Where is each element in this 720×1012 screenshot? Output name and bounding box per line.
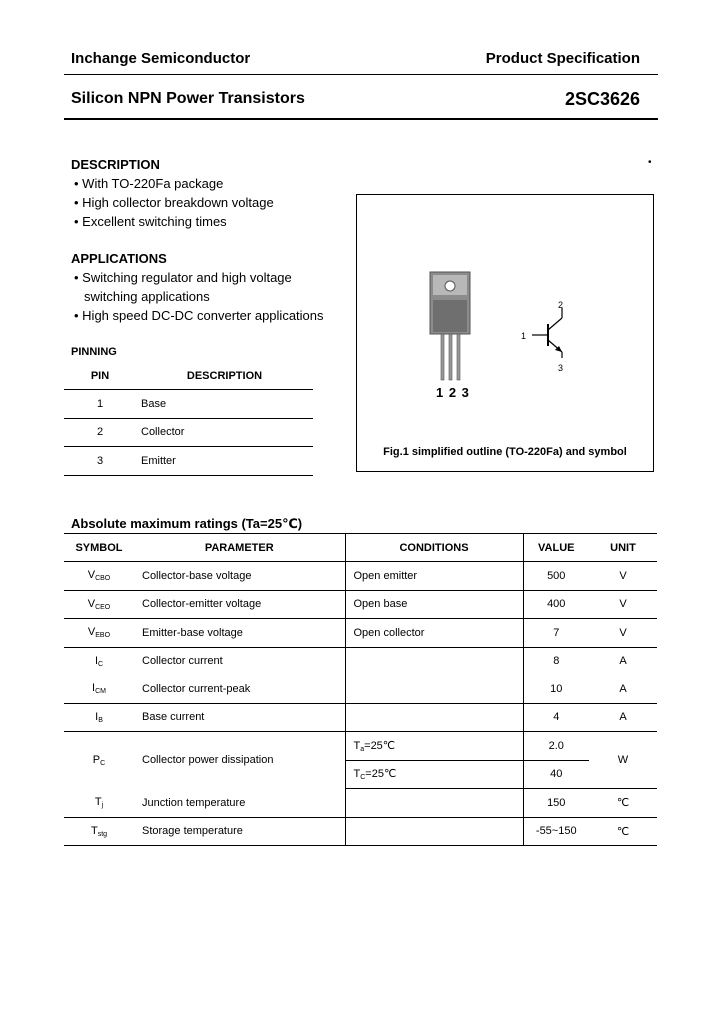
conditions-cell: Open collector bbox=[345, 619, 523, 648]
conditions-header: CONDITIONS bbox=[345, 534, 523, 562]
value-cell: 7 bbox=[523, 619, 589, 648]
company-name: Inchange Semiconductor bbox=[71, 50, 251, 67]
table-row bbox=[64, 418, 313, 447]
doc-type: Product Specification bbox=[485, 50, 640, 67]
ratings-table bbox=[64, 533, 657, 846]
applications-list bbox=[74, 268, 324, 325]
pinning-table bbox=[64, 362, 313, 476]
unit-cell: ℃ bbox=[589, 817, 657, 846]
table-header-row bbox=[64, 362, 313, 390]
conditions-cell bbox=[345, 703, 523, 732]
unit-cell: A bbox=[589, 703, 657, 732]
value-cell: 150 bbox=[523, 789, 589, 818]
parameter-cell: Emitter-base voltage bbox=[134, 619, 345, 648]
package-pin-numbers: 1 2 3 bbox=[436, 385, 470, 400]
pin-number: 2 bbox=[64, 418, 136, 447]
conditions-cell bbox=[345, 789, 523, 818]
parameter-header: PARAMETER bbox=[134, 534, 345, 562]
conditions-cell: $T_C=25℃$ bbox=[345, 760, 523, 789]
conditions-cell bbox=[345, 675, 523, 703]
symbol-label-collector: 2 bbox=[558, 300, 564, 310]
parameter-cell: Junction temperature bbox=[134, 789, 345, 818]
list-item: switching applications bbox=[84, 289, 210, 304]
symbol-cell: $I_B$ bbox=[64, 703, 134, 732]
figure-caption: Fig.1 simplified outline (TO-220Fa) and symbol bbox=[383, 446, 627, 458]
table-row bbox=[64, 562, 657, 591]
conditions-cell: Open emitter bbox=[345, 562, 523, 591]
table-row bbox=[64, 619, 657, 648]
table-row bbox=[64, 703, 657, 732]
pin-function: Collector bbox=[136, 418, 313, 447]
parameter-cell: Collector-base voltage bbox=[134, 562, 345, 591]
table-row bbox=[64, 390, 313, 419]
value-cell: 10 bbox=[523, 675, 589, 703]
npn-transistor-symbol bbox=[530, 300, 580, 370]
table-row bbox=[64, 789, 657, 818]
pin-number: 1 bbox=[64, 390, 136, 419]
value-cell: 40 bbox=[523, 760, 589, 789]
symbol-label-emitter: 3 bbox=[558, 363, 564, 373]
value-cell: 4 bbox=[523, 703, 589, 732]
header-divider bbox=[64, 74, 658, 75]
symbol-header: SYMBOL bbox=[64, 534, 134, 562]
description-title: DESCRIPTION bbox=[71, 157, 160, 172]
value-cell: 8 bbox=[523, 647, 589, 675]
pin-function: Base bbox=[136, 390, 313, 419]
applications-title: APPLICATIONS bbox=[71, 251, 167, 266]
value-cell: 500 bbox=[523, 562, 589, 591]
pin-description-header: DESCRIPTION bbox=[136, 362, 313, 390]
symbol-cell: $V_{CEO}$ bbox=[64, 590, 134, 619]
list-item: • With TO-220Fa package bbox=[74, 176, 224, 191]
ratings-title: Absolute maximum ratings (Ta=25℃) bbox=[71, 516, 303, 531]
symbol-cell: $V_{CBO}$ bbox=[64, 562, 134, 591]
unit-cell: A bbox=[589, 675, 657, 703]
parameter-cell: Collector current bbox=[134, 647, 345, 675]
conditions-cell bbox=[345, 817, 523, 846]
parameter-cell: Collector power dissipation bbox=[134, 732, 345, 789]
table-header-row bbox=[64, 534, 657, 562]
conditions-cell: Open base bbox=[345, 590, 523, 619]
unit-cell: ℃ bbox=[589, 789, 657, 818]
value-cell: 400 bbox=[523, 590, 589, 619]
table-row bbox=[64, 647, 657, 675]
table-row bbox=[64, 675, 657, 703]
unit-cell: V bbox=[589, 619, 657, 648]
list-item: • Switching regulator and high voltage bbox=[74, 270, 292, 285]
unit-cell: V bbox=[589, 590, 657, 619]
symbol-cell: $I_C$ bbox=[64, 647, 134, 675]
pin-header: PIN bbox=[64, 362, 136, 390]
table-row bbox=[64, 732, 657, 761]
symbol-cell: $P_C$ bbox=[64, 732, 134, 789]
pinning-title: PINNING bbox=[71, 346, 117, 358]
symbol-cell: $V_{EBO}$ bbox=[64, 619, 134, 648]
stray-dot: • bbox=[648, 157, 652, 168]
list-item: • Excellent switching times bbox=[74, 214, 227, 229]
unit-cell: A bbox=[589, 647, 657, 675]
conditions-cell bbox=[345, 647, 523, 675]
description-list bbox=[74, 174, 274, 231]
title-divider bbox=[64, 118, 658, 120]
value-cell: 2.0 bbox=[523, 732, 589, 761]
list-item: • High speed DC-DC converter applications bbox=[74, 308, 324, 323]
parameter-cell: Collector-emitter voltage bbox=[134, 590, 345, 619]
value-cell: -55~150 bbox=[523, 817, 589, 846]
symbol-cell: $I_{CM}$ bbox=[64, 675, 134, 703]
pin-function: Emitter bbox=[136, 447, 313, 476]
unit-header: UNIT bbox=[589, 534, 657, 562]
pin-number: 3 bbox=[64, 447, 136, 476]
conditions-cell: $T_a=25℃$ bbox=[345, 732, 523, 761]
table-row bbox=[64, 447, 313, 476]
symbol-label-base: 1 bbox=[521, 331, 527, 341]
parameter-cell: Storage temperature bbox=[134, 817, 345, 846]
table-row bbox=[64, 817, 657, 846]
table-row bbox=[64, 590, 657, 619]
symbol-cell: $T_{stg}$ bbox=[64, 817, 134, 846]
value-header: VALUE bbox=[523, 534, 589, 562]
figure-box bbox=[356, 194, 654, 472]
part-number: 2SC3626 bbox=[564, 89, 640, 109]
unit-cell: W bbox=[589, 732, 657, 789]
list-item: • High collector breakdown voltage bbox=[74, 195, 274, 210]
product-line: Silicon NPN Power Transistors bbox=[71, 90, 305, 107]
symbol-cell: $T_j$ bbox=[64, 789, 134, 818]
unit-cell: V bbox=[589, 562, 657, 591]
parameter-cell: Base current bbox=[134, 703, 345, 732]
parameter-cell: Collector current-peak bbox=[134, 675, 345, 703]
to220fa-package-drawing bbox=[420, 262, 480, 382]
